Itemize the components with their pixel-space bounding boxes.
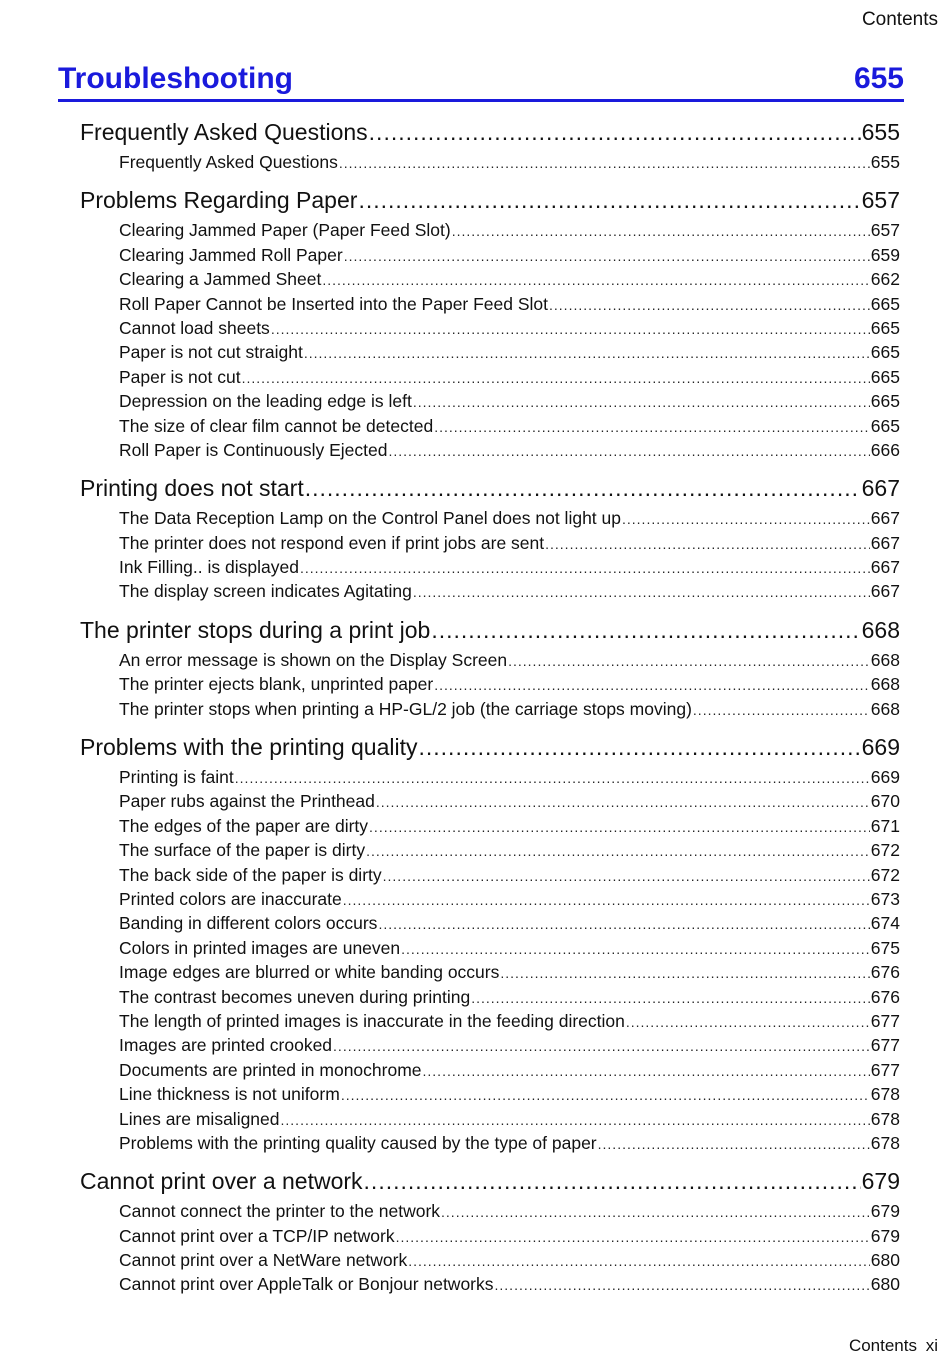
toc-item-title: The Data Reception Lamp on the Control Panel does not light up [119, 508, 621, 529]
toc-item-page: 679 [870, 1201, 900, 1222]
toc-item-page: 670 [870, 791, 900, 812]
dot-leader [452, 219, 870, 243]
dot-leader [508, 649, 870, 673]
dot-leader [434, 415, 870, 439]
dot-leader [441, 1200, 870, 1224]
toc-section-entry[interactable] [80, 114, 900, 150]
toc-item-page: 667 [870, 508, 900, 529]
toc-item-page: 679 [870, 1225, 900, 1246]
toc-item-title: The surface of the paper is dirty [119, 840, 366, 861]
dot-leader [408, 1249, 870, 1273]
dot-leader [423, 1059, 870, 1083]
toc-item-list [80, 150, 900, 174]
toc-item-list [80, 218, 900, 462]
toc-item-page: 680 [870, 1274, 900, 1295]
toc-item-entry[interactable] [80, 697, 900, 721]
dot-leader [300, 556, 870, 580]
dot-leader [495, 1273, 870, 1297]
toc-item-page: 674 [870, 913, 900, 934]
toc-item-title: The back side of the paper is dirty [119, 864, 382, 885]
toc-item-title: An error message is shown on the Display Screen [119, 649, 508, 670]
toc-item-page: 668 [870, 698, 900, 719]
toc-section-entry[interactable] [80, 1163, 900, 1199]
page-footer [849, 1336, 938, 1356]
toc-item-entry[interactable] [80, 1058, 900, 1082]
toc-section-entry[interactable] [80, 182, 900, 218]
toc-item-title: Printed colors are inaccurate [119, 888, 342, 909]
dot-leader [626, 1010, 870, 1034]
toc-item-entry[interactable] [80, 389, 900, 413]
toc-item-page: 667 [870, 581, 900, 602]
toc-item-page: 673 [870, 888, 900, 909]
toc-item-title: Lines are misaligned [119, 1108, 280, 1129]
toc-item-title: Clearing a Jammed Sheet [119, 269, 322, 290]
toc-item-entry[interactable] [80, 1199, 900, 1223]
toc-item-list [80, 1199, 900, 1297]
toc-section-entry[interactable] [80, 470, 900, 506]
dot-leader [281, 1108, 870, 1132]
toc-item-title: Cannot connect the printer to the network [119, 1201, 441, 1222]
toc-item-title: Printing is faint [119, 767, 234, 788]
toc-item-list [80, 648, 900, 721]
toc-item-entry[interactable] [80, 365, 900, 389]
dot-leader [545, 532, 870, 556]
toc-section [80, 470, 900, 604]
toc-item-title: The printer ejects blank, unprinted paper [119, 674, 434, 695]
dot-leader [598, 1132, 870, 1156]
dot-leader [693, 698, 870, 722]
toc-item-entry[interactable] [80, 1082, 900, 1106]
toc-item-page: 665 [870, 317, 900, 338]
toc-item-title: The length of printed images is inaccurate in the feeding direction [119, 1010, 625, 1031]
toc-item-entry[interactable] [80, 814, 900, 838]
toc-item-entry[interactable] [80, 672, 900, 696]
toc-item-page: 676 [870, 986, 900, 1007]
dot-leader [376, 790, 870, 814]
toc-section-entry[interactable] [80, 612, 900, 648]
dot-leader [322, 268, 869, 292]
toc-item-title: Cannot load sheets [119, 317, 270, 338]
toc-item-page: 669 [870, 767, 900, 788]
toc-section-title: Problems with the printing quality [80, 734, 418, 761]
toc-item-page: 657 [870, 220, 900, 241]
toc-item-title: The printer stops when printing a HP-GL/2 job (the carriage stops moving) [119, 698, 692, 719]
toc-item-title: Paper is not cut [119, 366, 241, 387]
toc-item-entry[interactable] [80, 506, 900, 530]
toc-item-entry[interactable] [80, 316, 900, 340]
toc-item-list [80, 506, 900, 604]
toc-item-entry[interactable] [80, 887, 900, 911]
dot-leader [419, 729, 861, 765]
toc-item-title: Ink Filling.. is displayed [119, 557, 299, 578]
dot-leader [369, 114, 861, 150]
toc-item-entry[interactable] [80, 150, 900, 174]
toc-item-page: 676 [870, 962, 900, 983]
toc-item-entry[interactable] [80, 1224, 900, 1248]
toc-item-title: The contrast becomes uneven during printing [119, 986, 471, 1007]
running-header: Contents [861, 9, 938, 30]
toc-item-title: Roll Paper is Continuously Ejected [119, 439, 388, 460]
toc-item-title: Clearing Jammed Paper (Paper Feed Slot) [119, 220, 451, 241]
toc-item-page: 677 [870, 1010, 900, 1031]
toc-section-page: 657 [861, 187, 900, 214]
toc-item-title: Cannot print over AppleTalk or Bonjour networks [119, 1274, 494, 1295]
toc-item-page: 665 [870, 293, 900, 314]
toc-item-entry[interactable] [80, 1248, 900, 1272]
toc-item-title: Cannot print over a TCP/IP network [119, 1225, 395, 1246]
toc-item-title: The display screen indicates Agitating [119, 581, 412, 602]
table-of-contents [80, 114, 900, 1305]
toc-item-entry[interactable] [80, 838, 900, 862]
toc-section-title: Printing does not start [80, 475, 304, 502]
toc-section-page: 679 [861, 1168, 900, 1195]
toc-item-entry[interactable] [80, 1107, 900, 1131]
toc-item-title: Paper is not cut straight [119, 342, 303, 363]
toc-item-entry[interactable] [80, 414, 900, 438]
toc-item-entry[interactable] [80, 579, 900, 603]
dot-leader [431, 612, 860, 648]
toc-section-title: Frequently Asked Questions [80, 119, 368, 145]
toc-section [80, 1163, 900, 1297]
toc-item-page: 672 [870, 840, 900, 861]
toc-item-title: Image edges are blurred or white banding occurs [119, 962, 500, 983]
dot-leader [344, 244, 870, 268]
toc-section-page: 668 [861, 616, 900, 643]
dot-leader [305, 470, 861, 506]
toc-item-entry[interactable] [80, 243, 900, 267]
toc-item-entry[interactable] [80, 765, 900, 789]
toc-item-page: 677 [870, 1035, 900, 1056]
dot-leader [364, 1163, 861, 1199]
toc-item-title: Line thickness is not uniform [119, 1084, 340, 1105]
toc-item-page: 665 [870, 415, 900, 436]
dot-leader [366, 839, 870, 863]
toc-section [80, 612, 900, 721]
toc-item-page: 678 [870, 1084, 900, 1105]
toc-item-entry[interactable] [80, 985, 900, 1009]
toc-item-page: 665 [870, 391, 900, 412]
toc-item-entry[interactable] [80, 531, 900, 555]
toc-item-page: 668 [870, 674, 900, 695]
dot-leader [369, 815, 870, 839]
chapter-page: 655 [853, 62, 904, 95]
toc-item-page: 668 [870, 649, 900, 670]
dot-leader [341, 1083, 870, 1107]
toc-item-entry[interactable] [80, 438, 900, 462]
toc-section-page: 669 [861, 734, 900, 761]
toc-item-title: Frequently Asked Questions [119, 152, 338, 172]
toc-item-page: 671 [870, 815, 900, 836]
toc-section [80, 729, 900, 1155]
toc-item-page: 678 [870, 1108, 900, 1129]
chapter-heading[interactable] [58, 62, 904, 102]
toc-item-page: 665 [870, 342, 900, 363]
toc-section-page: 655 [861, 119, 900, 145]
dot-leader [271, 317, 870, 341]
footer-label: Contents [848, 1336, 917, 1355]
toc-section-title: The printer stops during a print job [80, 616, 431, 643]
toc-item-page: 675 [870, 937, 900, 958]
dot-leader [500, 961, 869, 985]
toc-item-entry[interactable] [80, 292, 900, 316]
toc-item-title: Depression on the leading edge is left [119, 391, 412, 412]
toc-item-entry[interactable] [80, 1131, 900, 1155]
toc-item-entry[interactable] [80, 936, 900, 960]
toc-item-page: 665 [870, 366, 900, 387]
toc-section [80, 182, 900, 462]
dot-leader [242, 366, 870, 390]
toc-item-entry[interactable] [80, 789, 900, 813]
toc-item-entry[interactable] [80, 267, 900, 291]
toc-item-entry[interactable] [80, 1272, 900, 1296]
toc-item-entry[interactable] [80, 863, 900, 887]
toc-item-page: 667 [870, 532, 900, 553]
toc-item-title: Cannot print over a NetWare network [119, 1250, 408, 1271]
toc-item-page: 662 [870, 269, 900, 290]
toc-item-title: Documents are printed in monochrome [119, 1059, 422, 1080]
toc-item-title: The size of clear film cannot be detected [119, 415, 434, 436]
toc-section-title: Cannot print over a network [80, 1168, 363, 1195]
dot-leader [549, 293, 870, 317]
toc-item-entry[interactable] [80, 648, 900, 672]
toc-section-entry[interactable] [80, 729, 900, 765]
toc-item-title: Banding in different colors occurs [119, 913, 378, 934]
toc-item-title: Paper rubs against the Printhead [119, 791, 375, 812]
toc-item-page: 672 [870, 864, 900, 885]
dot-leader [622, 507, 870, 531]
toc-item-page: 677 [870, 1059, 900, 1080]
toc-item-entry[interactable] [80, 911, 900, 935]
toc-item-entry[interactable] [80, 960, 900, 984]
toc-item-entry[interactable] [80, 555, 900, 579]
dot-leader [413, 580, 870, 604]
toc-item-list [80, 765, 900, 1155]
toc-section-title: Problems Regarding Paper [80, 187, 358, 214]
dot-leader [343, 888, 870, 912]
toc-item-entry[interactable] [80, 1033, 900, 1057]
dot-leader [388, 439, 869, 463]
toc-item-entry[interactable] [80, 340, 900, 364]
dot-leader [304, 341, 870, 365]
toc-item-entry[interactable] [80, 218, 900, 242]
toc-item-page: 678 [870, 1132, 900, 1153]
dot-leader [339, 151, 870, 175]
dot-leader [235, 766, 870, 790]
footer-page-number: xi [925, 1336, 938, 1355]
dot-leader [413, 390, 870, 414]
toc-item-title: Roll Paper Cannot be Inserted into the Paper Feed Slot [119, 293, 549, 314]
dot-leader [333, 1034, 870, 1058]
toc-item-page: 667 [870, 557, 900, 578]
dot-leader [396, 1225, 870, 1249]
toc-item-page: 666 [870, 439, 900, 460]
dot-leader [378, 912, 869, 936]
toc-item-title: Images are printed crooked [119, 1035, 333, 1056]
toc-item-entry[interactable] [80, 1009, 900, 1033]
dot-leader [471, 986, 870, 1010]
toc-item-title: Clearing Jammed Roll Paper [119, 244, 343, 265]
toc-item-title: Problems with the printing quality caused by the type of paper [119, 1132, 597, 1153]
toc-section [80, 114, 900, 174]
toc-section-page: 667 [861, 475, 900, 502]
dot-leader [401, 937, 870, 961]
toc-item-title: The printer does not respond even if print jobs are sent [119, 532, 545, 553]
dot-leader [383, 864, 870, 888]
chapter-title: Troubleshooting [58, 62, 293, 95]
toc-item-page: 680 [870, 1250, 900, 1271]
toc-item-page: 655 [870, 152, 900, 172]
dot-leader [434, 673, 870, 697]
dot-leader [358, 182, 860, 218]
toc-item-page: 659 [870, 244, 900, 265]
toc-item-title: Colors in printed images are uneven [119, 937, 401, 958]
toc-item-title: The edges of the paper are dirty [119, 815, 369, 836]
